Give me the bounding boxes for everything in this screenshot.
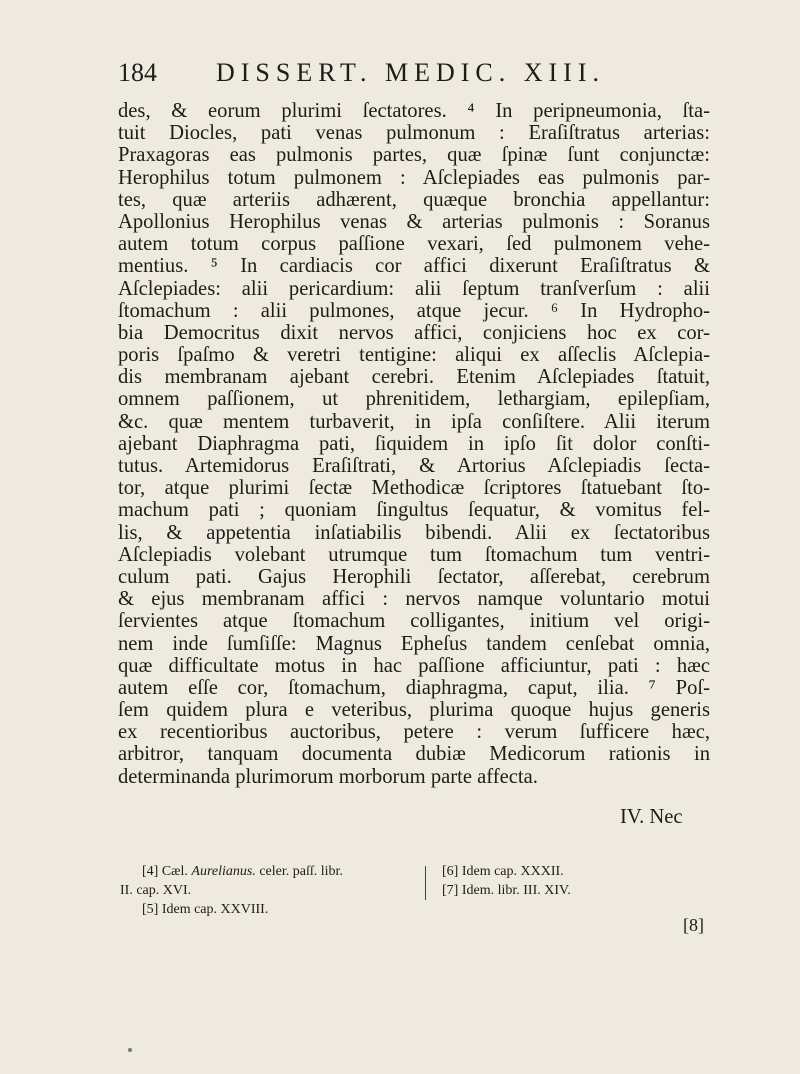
page-number: 184 — [118, 58, 157, 87]
footnote-4-continuation: II. cap. XVI. — [120, 883, 192, 898]
text-line: Aſclepiadis volebant utrumque tum ſtomachum tum ventri- — [118, 543, 710, 566]
text-line: bia Democritus dixit nervos affici, conjiciens hoc ex cor- — [118, 321, 710, 344]
text-line: machum pati ; quoniam ſingultus ſequatur, & vomitus fel- — [118, 499, 710, 522]
text-line: tes, quæ arteriis adhærent, quæque bronchia appellantur: — [118, 188, 710, 211]
footnote-4-author: Aurelianus. — [191, 864, 256, 879]
text-line: des, & eorum plurimi ſectatores. ⁴ In peripneumonia, ſta- — [118, 100, 710, 122]
footnote-7: [7] Idem. libr. III. XIV. — [442, 883, 571, 898]
footnote-5: [5] Idem cap. XXVIII. — [142, 902, 269, 917]
footnote-6: [6] Idem cap. XXXII. — [442, 864, 564, 879]
footnote-4-prefix: [4] Cæl. — [142, 864, 192, 879]
text-line: ex recentioribus auctoribus, petere : verum ſufficere hæc, — [118, 721, 710, 744]
text-line: tutus. Artemidorus Eraſiſtrati, & Artorius Aſclepiadis ſecta- — [118, 455, 710, 477]
footnote-4-rest: celer. paſſ. libr. — [255, 864, 343, 879]
text-line: quæ difficultate motus in hac paſſione afficiuntur, pati : hæc — [118, 654, 710, 677]
text-line: omnem paſſionem, ut phrenitidem, lethargiam, epilepſiam, — [118, 388, 710, 411]
text-line: tuit Diocles, pati venas pulmonum : Eraſiſtratus arterias: — [118, 122, 710, 145]
text-line: ſem quidem plura e veteribus, plurima quoque hujus generis — [118, 699, 710, 722]
text-line: lis, & appetentia inſatiabilis bibendi. Alii ex ſectatoribus — [118, 521, 710, 544]
text-line: &c. quæ mentem turbaverit, in ipſa conſiſtere. Alii iterum — [118, 410, 710, 433]
catchword: IV. Nec — [620, 806, 683, 828]
footnotes-left-column — [120, 862, 442, 919]
text-line: tor, atque plurimi ſectæ Methodicæ ſcriptores ſtatuebant ſto- — [118, 477, 710, 500]
text-line: nem inde ſumſiſſe: Magnus Epheſus tandem cenſebat omnia, — [118, 632, 710, 655]
ink-speck — [128, 1048, 132, 1052]
footnote-4 — [142, 862, 442, 881]
text-line: Apollonius Herophilus venas & arterias pulmonis : Soranus — [118, 210, 710, 233]
text-line: Praxagoras eas pulmonis partes, quæ ſpinæ ſunt conjunctæ: — [118, 144, 710, 167]
text-line: ajebant Diaphragma pati, ſiquidem in ipſo ſit dolor conſti- — [118, 432, 710, 455]
text-line: autem eſſe cor, ſtomachum, diaphragma, caput, ilia. ⁷ Poſ- — [118, 676, 710, 699]
text-line: poris ſpaſmo & veretri tentigine: aliqui ex aſſeclis Aſclepia- — [118, 344, 710, 367]
text-line: & ejus membranam affici : nervos namque voluntario motui — [118, 588, 710, 611]
text-line: autem totum corpus paſſione vexari, ſed pulmonem vehe- — [118, 233, 710, 256]
text-line: determinanda plurimorum morborum parte affecta. — [118, 765, 538, 788]
footnote-divider — [425, 866, 426, 900]
text-line: Herophilus totum pulmonem : Aſclepiades eas pulmonis par- — [118, 166, 710, 189]
text-line: ſervientes atque ſtomachum colligantes, initium vel origi- — [118, 610, 710, 633]
running-title: DISSERT. MEDIC. XIII. — [216, 58, 605, 87]
text-line: dis membranam ajebant cerebri. Etenim Aſclepiades ſtatuit, — [118, 366, 710, 389]
text-line: ſtomachum : alii pulmones, atque jecur. ⁶ In Hydropho- — [118, 299, 710, 322]
body-text — [118, 100, 710, 788]
footnotes-right-column — [442, 862, 642, 900]
text-line: mentius. ⁵ In cardiacis cor affici dixerunt Eraſiſtratus & — [118, 255, 710, 278]
signature-mark: [8] — [683, 915, 704, 935]
text-line: arbitror, tanquam documenta dubiæ Medicorum rationis in — [118, 743, 710, 766]
text-line: Aſclepiades: alii pericardium: alii ſeptum tranſverſum : alii — [118, 277, 710, 300]
text-line: culum pati. Gajus Herophili ſectator, aſſerebat, cerebrum — [118, 565, 710, 588]
page-header — [118, 58, 678, 92]
